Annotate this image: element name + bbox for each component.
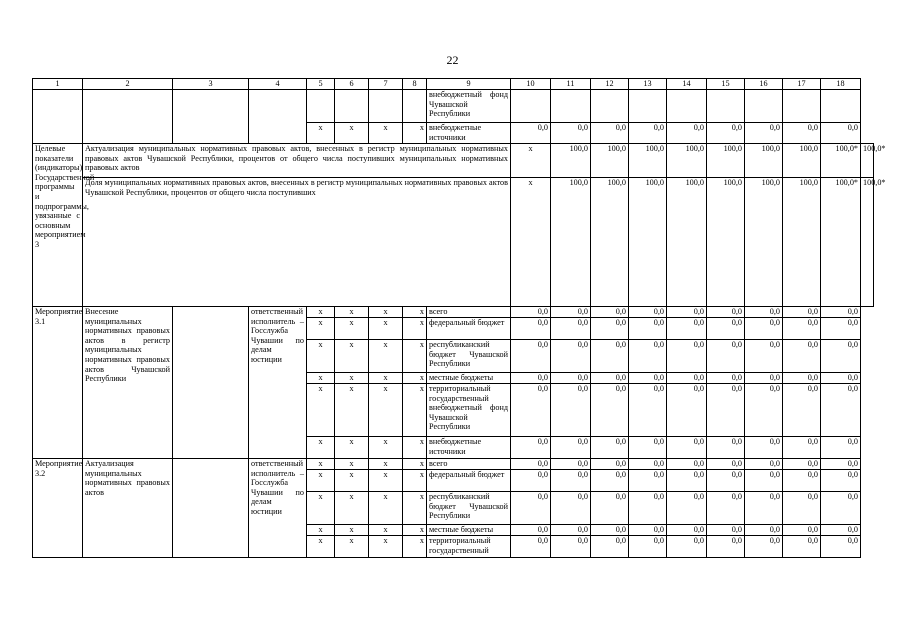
- value-cell: 0,0: [511, 384, 551, 437]
- value-cell: 0,0: [783, 459, 821, 470]
- value-cell: 0,0: [707, 525, 745, 536]
- header-cell: 8: [403, 79, 427, 90]
- value-cell: 0,0: [821, 340, 861, 373]
- value-cell: 0,0: [667, 384, 707, 437]
- funding-source: внебюджетные источники: [427, 123, 511, 144]
- mark-cell: x: [335, 340, 369, 373]
- value-cell: 0,0: [707, 492, 745, 525]
- mark-cell: x: [369, 470, 403, 492]
- value-cell: 0,0: [745, 525, 783, 536]
- value-cell: 0,0: [551, 536, 591, 558]
- value-cell: 0,0: [629, 492, 667, 525]
- value-cell: 0,0: [821, 123, 861, 144]
- funding-source: местные бюджеты: [427, 525, 511, 536]
- value-cell: 0,0: [821, 470, 861, 492]
- table-row: [33, 307, 874, 318]
- value-cell: 0,0: [551, 384, 591, 437]
- header-cell: 14: [667, 79, 707, 90]
- value-cell: 0,0: [591, 384, 629, 437]
- event-name: Актуализация муниципальных нормативных правовых актов: [83, 459, 173, 558]
- mark-cell: x: [403, 123, 427, 144]
- header-cell: 12: [591, 79, 629, 90]
- value-cell: 0,0: [707, 384, 745, 437]
- value-cell: 0,0: [821, 525, 861, 536]
- value-cell: 0,0: [551, 318, 591, 340]
- cell-empty: [33, 90, 83, 144]
- value-cell: 0,0: [707, 340, 745, 373]
- value-cell: 0,0: [591, 525, 629, 536]
- cell-empty: [249, 90, 307, 144]
- mark-cell: [335, 90, 369, 123]
- value-cell: 0,0: [783, 437, 821, 459]
- value-cell: 0,0: [667, 123, 707, 144]
- value-cell: 0,0: [707, 470, 745, 492]
- value-cell: [707, 90, 745, 123]
- header-cell: 18: [821, 79, 861, 90]
- value-cell: 100,0*: [861, 178, 874, 307]
- mark-cell: x: [307, 373, 335, 384]
- mark-cell: x: [403, 373, 427, 384]
- header-cell: 11: [551, 79, 591, 90]
- mark-cell: x: [403, 536, 427, 558]
- mark-cell: x: [335, 437, 369, 459]
- value-cell: 0,0: [783, 384, 821, 437]
- value-cell: 0,0: [707, 318, 745, 340]
- header-cell: 4: [249, 79, 307, 90]
- mark-cell: x: [335, 307, 369, 318]
- value-cell: 0,0: [821, 307, 861, 318]
- value-cell: 0,0: [591, 492, 629, 525]
- header-cell: 17: [783, 79, 821, 90]
- mark-cell: x: [335, 492, 369, 525]
- value-cell: [667, 90, 707, 123]
- value-cell: 0,0: [783, 536, 821, 558]
- value-cell: 0,0: [629, 437, 667, 459]
- event-label: Мероприятие 3.2: [33, 459, 83, 558]
- value-cell: 100,0: [745, 178, 783, 307]
- value-cell: 0,0: [629, 536, 667, 558]
- value-cell: 0,0: [783, 340, 821, 373]
- header-cell: 13: [629, 79, 667, 90]
- value-cell: 0,0: [629, 525, 667, 536]
- indicator-text: Актуализация муниципальных нормативных правовых актов, внесенных в регистр муниципальных нормативных правовых актов Чувашской Республики, процентов от общего числа поступивших муниципальных нормативных правовых актов: [83, 144, 511, 178]
- value-cell: 0,0: [551, 307, 591, 318]
- value-cell: 0,0: [745, 384, 783, 437]
- value-cell: 0,0: [551, 373, 591, 384]
- header-cell: 5: [307, 79, 335, 90]
- value-cell: 0,0: [783, 318, 821, 340]
- page-number: 22: [446, 53, 459, 67]
- mark-cell: x: [369, 373, 403, 384]
- value-cell: 0,0: [745, 123, 783, 144]
- mark-cell: x: [369, 318, 403, 340]
- mark-cell: x: [369, 459, 403, 470]
- header-cell: 15: [707, 79, 745, 90]
- value-cell: 0,0: [745, 340, 783, 373]
- cell-empty: [83, 90, 173, 144]
- value-cell: 0,0: [511, 536, 551, 558]
- table-row: [33, 144, 874, 178]
- value-cell: 100,0: [783, 178, 821, 307]
- value-cell: 100,0: [591, 144, 629, 178]
- mark-cell: x: [335, 373, 369, 384]
- value-cell: 0,0: [629, 373, 667, 384]
- value-cell: 0,0: [667, 340, 707, 373]
- value-cell: 0,0: [745, 536, 783, 558]
- mark-cell: x: [307, 307, 335, 318]
- mark-cell: x: [307, 525, 335, 536]
- header-cell: 7: [369, 79, 403, 90]
- value-cell: 0,0: [667, 373, 707, 384]
- mark-cell: x: [369, 340, 403, 373]
- mark-cell: x: [403, 470, 427, 492]
- value-cell: [629, 90, 667, 123]
- mark-cell: x: [369, 437, 403, 459]
- value-cell: 0,0: [667, 318, 707, 340]
- value-cell: 0,0: [707, 307, 745, 318]
- value-cell: 0,0: [707, 536, 745, 558]
- cell-empty: [173, 459, 249, 558]
- value-cell: [551, 90, 591, 123]
- value-cell: [511, 90, 551, 123]
- value-cell: 100,0: [667, 178, 707, 307]
- value-cell: 0,0: [591, 437, 629, 459]
- value-cell: 0,0: [591, 373, 629, 384]
- funding-source: внебюджетный фонд Чувашской Республики: [427, 90, 511, 123]
- value-cell: 0,0: [591, 307, 629, 318]
- value-cell: 0,0: [667, 536, 707, 558]
- mark-cell: x: [369, 384, 403, 437]
- event-responsible: ответственный исполнитель – Госслужба Чувашии по делам юстиции: [249, 459, 307, 558]
- value-cell: [745, 90, 783, 123]
- value-cell: 0,0: [783, 470, 821, 492]
- value-cell: 0,0: [551, 437, 591, 459]
- value-cell: 0,0: [551, 459, 591, 470]
- value-cell: 0,0: [745, 470, 783, 492]
- value-cell: 100,0*: [821, 144, 861, 178]
- value-cell: 0,0: [591, 123, 629, 144]
- mark-cell: x: [369, 536, 403, 558]
- value-cell: 0,0: [591, 340, 629, 373]
- mark-cell: x: [307, 123, 335, 144]
- value-cell: 0,0: [707, 437, 745, 459]
- value-cell: 0,0: [591, 318, 629, 340]
- value-cell: 0,0: [821, 459, 861, 470]
- mark-cell: x: [335, 318, 369, 340]
- header-row: [33, 79, 874, 90]
- value-cell: 0,0: [551, 470, 591, 492]
- value-cell: 100,0: [707, 144, 745, 178]
- mark-cell: [403, 90, 427, 123]
- mark-cell: x: [369, 492, 403, 525]
- value-cell: 0,0: [511, 307, 551, 318]
- value-cell: 0,0: [783, 525, 821, 536]
- mark-cell: x: [307, 437, 335, 459]
- value-cell: 0,0: [591, 536, 629, 558]
- value-cell: 0,0: [591, 470, 629, 492]
- value-cell: 0,0: [551, 340, 591, 373]
- value-cell: 0,0: [667, 470, 707, 492]
- event-label: Мероприятие 3.1: [33, 307, 83, 459]
- mark-cell: x: [307, 492, 335, 525]
- value-cell: 0,0: [745, 318, 783, 340]
- value-cell: [591, 90, 629, 123]
- value-cell: 0,0: [629, 459, 667, 470]
- mark-cell: x: [403, 437, 427, 459]
- mark-cell: x: [511, 144, 551, 178]
- mark-cell: x: [307, 470, 335, 492]
- value-cell: 0,0: [511, 373, 551, 384]
- value-cell: 0,0: [511, 459, 551, 470]
- funding-source: внебюджетные источники: [427, 437, 511, 459]
- mark-cell: x: [403, 318, 427, 340]
- funding-source: федеральный бюджет: [427, 318, 511, 340]
- value-cell: 0,0: [629, 123, 667, 144]
- indicator-text: Доля муниципальных нормативных правовых актов, внесенных в регистр муниципальных нормативных правовых актов Чувашской Республики, процентов от общего числа поступивших: [83, 178, 511, 307]
- value-cell: 0,0: [821, 492, 861, 525]
- mark-cell: x: [307, 536, 335, 558]
- value-cell: 0,0: [511, 123, 551, 144]
- table-row: [33, 90, 874, 123]
- value-cell: 100,0: [629, 178, 667, 307]
- value-cell: 0,0: [821, 536, 861, 558]
- value-cell: 100,0: [745, 144, 783, 178]
- mark-cell: x: [403, 384, 427, 437]
- mark-cell: [369, 90, 403, 123]
- value-cell: 0,0: [551, 525, 591, 536]
- value-cell: 0,0: [707, 459, 745, 470]
- value-cell: 0,0: [511, 437, 551, 459]
- value-cell: 0,0: [511, 470, 551, 492]
- value-cell: 100,0: [551, 144, 591, 178]
- value-cell: 100,0: [707, 178, 745, 307]
- header-cell: 2: [83, 79, 173, 90]
- value-cell: 0,0: [629, 470, 667, 492]
- value-cell: 0,0: [511, 492, 551, 525]
- mark-cell: x: [403, 492, 427, 525]
- header-cell: 9: [427, 79, 511, 90]
- mark-cell: x: [307, 384, 335, 437]
- value-cell: 100,0: [667, 144, 707, 178]
- mark-cell: x: [307, 318, 335, 340]
- mark-cell: x: [335, 384, 369, 437]
- mark-cell: x: [403, 340, 427, 373]
- mark-cell: x: [335, 536, 369, 558]
- mark-cell: x: [369, 307, 403, 318]
- value-cell: 0,0: [629, 318, 667, 340]
- value-cell: 0,0: [783, 307, 821, 318]
- header-cell: 10: [511, 79, 551, 90]
- funding-source: территориальный государственный: [427, 536, 511, 558]
- value-cell: 100,0*: [861, 144, 874, 178]
- value-cell: 0,0: [629, 307, 667, 318]
- mark-cell: x: [511, 178, 551, 307]
- program-table: [32, 78, 886, 558]
- mark-cell: x: [335, 470, 369, 492]
- cell-empty: [173, 307, 249, 459]
- event-responsible: ответственный исполнитель – Госслужба Чувашии по делам юстиции: [249, 307, 307, 459]
- mark-cell: [307, 90, 335, 123]
- funding-source: федеральный бюджет: [427, 470, 511, 492]
- value-cell: 0,0: [745, 307, 783, 318]
- mark-cell: x: [335, 123, 369, 144]
- value-cell: 0,0: [667, 437, 707, 459]
- cell-empty: [173, 90, 249, 144]
- funding-source: всего: [427, 459, 511, 470]
- value-cell: 0,0: [783, 123, 821, 144]
- header-cell: 16: [745, 79, 783, 90]
- value-cell: 0,0: [745, 492, 783, 525]
- mark-cell: x: [403, 307, 427, 318]
- value-cell: 0,0: [667, 459, 707, 470]
- value-cell: 0,0: [707, 123, 745, 144]
- value-cell: 0,0: [783, 373, 821, 384]
- mark-cell: x: [307, 459, 335, 470]
- mark-cell: x: [403, 525, 427, 536]
- funding-source: территориальный государственный внебюджетный фонд Чувашской Республики: [427, 384, 511, 437]
- value-cell: [783, 90, 821, 123]
- event-name: Внесение муниципальных нормативных правовых актов в регистр муниципальных нормативных правовых актов Чувашской Республики: [83, 307, 173, 459]
- value-cell: 0,0: [783, 492, 821, 525]
- value-cell: 0,0: [511, 525, 551, 536]
- value-cell: 100,0: [783, 144, 821, 178]
- value-cell: 0,0: [667, 307, 707, 318]
- mark-cell: x: [335, 525, 369, 536]
- value-cell: 0,0: [511, 318, 551, 340]
- value-cell: 100,0: [629, 144, 667, 178]
- mark-cell: x: [403, 459, 427, 470]
- value-cell: 100,0: [551, 178, 591, 307]
- value-cell: 0,0: [821, 318, 861, 340]
- value-cell: 100,0*: [821, 178, 861, 307]
- value-cell: 0,0: [511, 340, 551, 373]
- funding-source: республиканский бюджет Чувашской Республики: [427, 492, 511, 525]
- table-row: [33, 459, 874, 470]
- value-cell: 0,0: [745, 373, 783, 384]
- value-cell: 0,0: [551, 123, 591, 144]
- mark-cell: x: [369, 123, 403, 144]
- targets-label: Целевые показатели (индикаторы) Государственной программы и подпрограммы, увязанные с основным мероприятием 3: [33, 144, 83, 307]
- value-cell: 0,0: [551, 492, 591, 525]
- funding-source: республиканский бюджет Чувашской Республики: [427, 340, 511, 373]
- value-cell: 0,0: [629, 340, 667, 373]
- header-cell: 6: [335, 79, 369, 90]
- funding-source: местные бюджеты: [427, 373, 511, 384]
- value-cell: 0,0: [707, 373, 745, 384]
- value-cell: 0,0: [591, 459, 629, 470]
- mark-cell: x: [307, 340, 335, 373]
- mark-cell: x: [369, 525, 403, 536]
- value-cell: 0,0: [667, 492, 707, 525]
- table-row: [33, 178, 874, 307]
- value-cell: 0,0: [821, 373, 861, 384]
- value-cell: 100,0: [591, 178, 629, 307]
- value-cell: 0,0: [821, 384, 861, 437]
- value-cell: 0,0: [667, 525, 707, 536]
- value-cell: 0,0: [821, 437, 861, 459]
- header-cell: 3: [173, 79, 249, 90]
- value-cell: 0,0: [629, 384, 667, 437]
- value-cell: [821, 90, 861, 123]
- header-cell: 1: [33, 79, 83, 90]
- value-cell: 0,0: [745, 437, 783, 459]
- funding-source: всего: [427, 307, 511, 318]
- mark-cell: x: [335, 459, 369, 470]
- value-cell: 0,0: [745, 459, 783, 470]
